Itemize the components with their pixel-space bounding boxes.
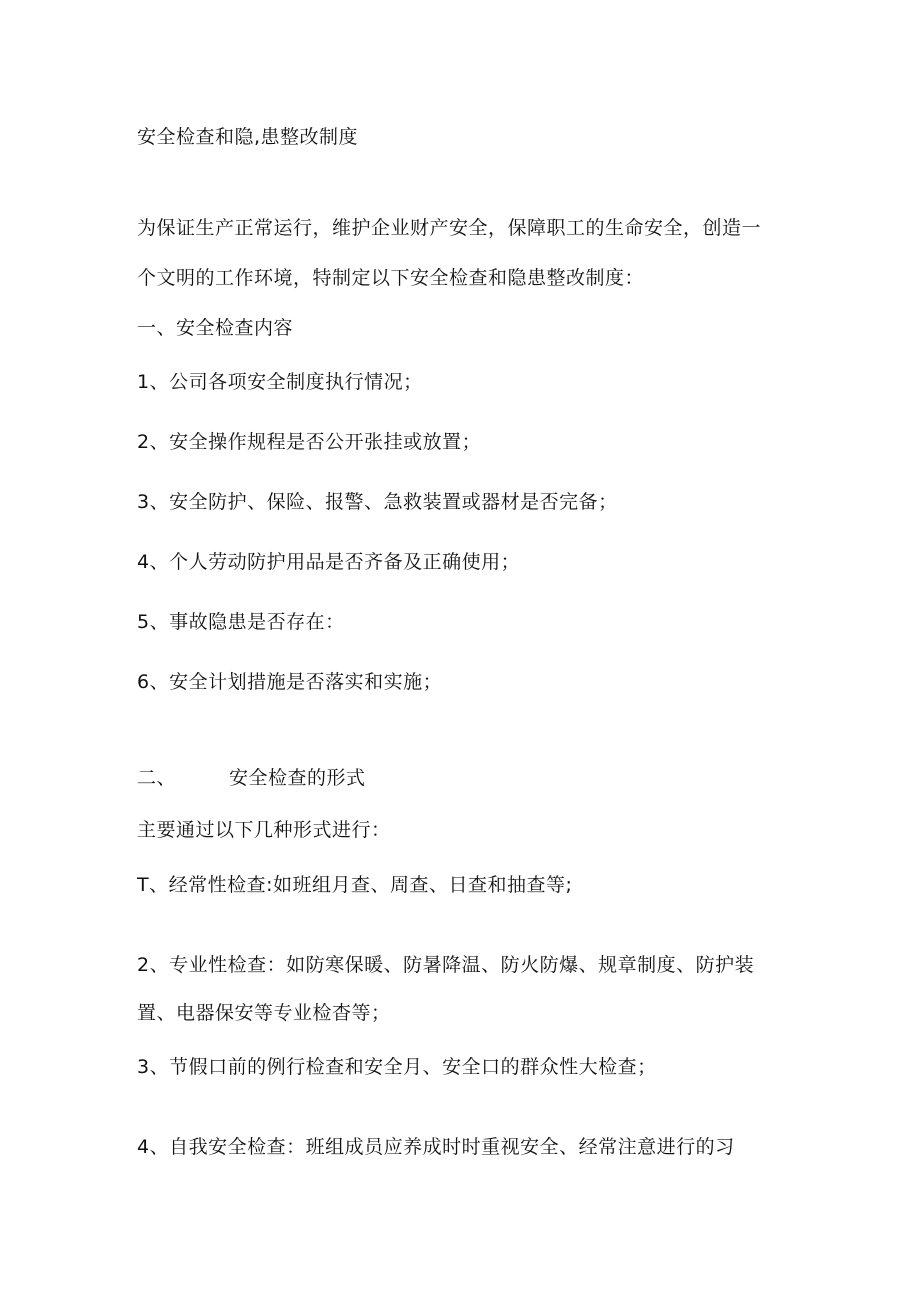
- section-2-item-2-line-1: 2、专业性检查：如防寒保暖、防暑降温、防火防爆、规章制度、防护装: [137, 954, 755, 976]
- section-1-item-2: 2、安全操作规程是否公开张挂或放置；: [137, 431, 482, 453]
- section-2-heading-number: 二、: [137, 767, 177, 789]
- intro-line-1: 为保证生产正常运行，维护企业财产安全，保障职工的生命安全，创造一: [137, 217, 762, 239]
- section-1-item-3: 3、安全防护、保险、报警、急救装置或器材是否完备；: [137, 491, 618, 513]
- section-2-item-2-line-2: 置、电器保安等专业检杳等；: [137, 1002, 391, 1024]
- section-1-item-4: 4、个人劳动防护用品是否齐备及正确使用；: [137, 551, 521, 573]
- section-1-item-5: 5、事故隐患是否存在：: [137, 611, 345, 633]
- section-1-heading: 一、安全检查内容: [137, 317, 294, 339]
- section-2-lead: 主要通过以下几种形式进行：: [137, 819, 391, 841]
- document-title: 安全检查和隐,患整改制度: [137, 126, 359, 148]
- section-2-heading-text: 安全检查的形式: [229, 767, 366, 789]
- section-2-heading: [137, 766, 366, 790]
- intro-line-2: 个文明的工作环境，特制定以下安全检查和隐患整改制度：: [137, 267, 645, 289]
- section-2-item-4: 4、自我安全检查：班组成员应养成时时重视安全、经常注意进行的习: [137, 1136, 735, 1158]
- section-2-item-3: 3、节假口前的例行检查和安全月、安全口的群众性大检查；: [137, 1056, 657, 1078]
- section-1-item-6: 6、安全计划措施是否落实和实施；: [137, 671, 443, 693]
- section-2-item-1: T、经常性检查:如班组月查、周查、日查和抽查等;: [137, 874, 573, 896]
- section-1-item-1: 1、公司各项安全制度执行情况；: [137, 371, 423, 393]
